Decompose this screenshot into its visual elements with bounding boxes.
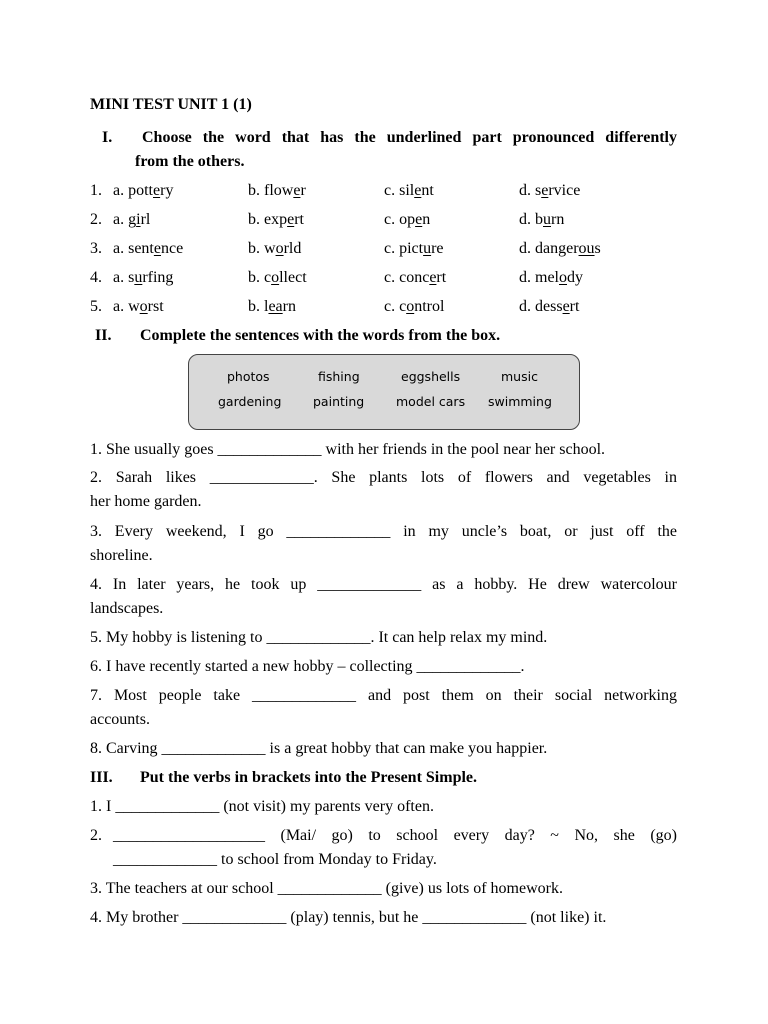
underlined-letters: e — [414, 182, 422, 199]
section-3-numeral: III. — [90, 769, 113, 786]
option-text: rfing — [142, 269, 174, 286]
underlined-letters: o — [559, 269, 567, 286]
answer-option — [519, 181, 580, 201]
option-text: r — [300, 182, 306, 199]
answer-option — [248, 268, 307, 288]
option-text: ntrol — [414, 298, 445, 315]
underlined-letters: e — [429, 269, 437, 286]
fill-question-5: 5. My hobby is listening to _____________. It can help relax my mind. — [90, 629, 548, 646]
option-text: s — [594, 240, 601, 257]
section-3-title: Put the verbs in brackets into the Present Simple. — [140, 769, 478, 786]
answer-option — [113, 210, 150, 230]
fill-question-7-cont: accounts. — [90, 711, 150, 728]
underlined-letters: o — [406, 298, 415, 315]
option-text: rn — [551, 211, 565, 228]
option-text: rl — [140, 211, 151, 228]
option-text: c. c — [384, 298, 407, 315]
section-1-numeral: I. — [102, 129, 113, 146]
word-box-item: swimming — [488, 394, 552, 409]
option-text: n — [422, 211, 431, 228]
option-text: b. c — [248, 269, 272, 286]
verb-question-2-cont: _____________ to school from Monday to Friday. — [113, 851, 437, 868]
question-number: 5. — [90, 298, 102, 315]
verb-question-2: ___________________ (Mai/ go) to school every day? ~ No, she (go) — [113, 827, 677, 844]
verb-question-2-num: 2. — [90, 827, 102, 844]
option-text: rld — [283, 240, 302, 257]
section-1-line1: Choose the word that has the underlined part pronounced differently — [142, 129, 677, 146]
underlined-letters: ou — [578, 240, 595, 257]
section-1-heading — [102, 128, 677, 148]
option-text: c. sil — [384, 182, 415, 199]
answer-option — [113, 239, 183, 259]
answer-option — [248, 181, 306, 201]
option-text: a. g — [113, 211, 137, 228]
option-text: rn — [282, 298, 296, 315]
option-text: rvice — [548, 182, 581, 199]
word-box-item: eggshells — [401, 369, 461, 384]
question-number: 3. — [90, 240, 102, 257]
answer-option — [248, 239, 301, 259]
answer-option — [384, 268, 446, 288]
fill-question-3: 3. Every weekend, I go _____________ in my uncle’s boat, or just off the — [90, 523, 677, 540]
fill-question-1: 1. She usually goes _____________ with her friends in the pool near her school. — [90, 441, 606, 458]
option-text: b. l — [248, 298, 269, 315]
answer-option — [248, 210, 304, 230]
option-text: nt — [421, 182, 434, 199]
underlined-letters: u — [543, 211, 551, 228]
option-text: a. pott — [113, 182, 153, 199]
question-number: 4. — [90, 269, 102, 286]
answer-option — [384, 181, 434, 201]
underlined-letters: o — [139, 298, 148, 315]
option-text: b. w — [248, 240, 276, 257]
fill-question-8: 8. Carving _____________ is a great hobby that can make you happier. — [90, 740, 548, 757]
fill-question-2-cont: her home garden. — [90, 493, 202, 510]
option-text: d. s — [519, 182, 542, 199]
fill-question-4: 4. In later years, he took up _____________ as a hobby. He drew watercolour — [90, 576, 677, 593]
answer-option — [113, 297, 164, 317]
option-text: d. dess — [519, 298, 563, 315]
word-box — [188, 354, 580, 430]
question-number: 2. — [90, 211, 102, 228]
option-text: ry — [160, 182, 174, 199]
answer-option — [384, 297, 444, 317]
section-2-numeral: II. — [95, 327, 112, 344]
fill-question-6: 6. I have recently started a new hobby – collecting _____________. — [90, 658, 525, 675]
option-text: a. s — [113, 269, 135, 286]
verb-question-4: 4. My brother _____________ (play) tennis, but he _____________ (not like) it. — [90, 909, 607, 926]
option-text: re — [431, 240, 444, 257]
option-text: c. op — [384, 211, 416, 228]
option-text: b. exp — [248, 211, 288, 228]
section-2-heading — [95, 326, 501, 346]
option-text: dy — [567, 269, 583, 286]
word-box-item: model cars — [396, 394, 466, 409]
underlined-letters: e — [287, 211, 295, 228]
underlined-letters: e — [541, 182, 549, 199]
option-text: a. w — [113, 298, 140, 315]
answer-option — [248, 297, 296, 317]
option-text: rt — [436, 269, 447, 286]
underlined-letters: e — [153, 240, 161, 257]
answer-option — [384, 239, 444, 259]
word-box-item: music — [501, 369, 538, 384]
answer-option — [519, 210, 564, 230]
fill-question-7: 7. Most people take _____________ and post them on their social networking — [90, 687, 677, 704]
underlined-letters: ea — [268, 298, 283, 315]
verb-question-3: 3. The teachers at our school _____________ (give) us lots of homework. — [90, 880, 563, 897]
answer-option — [384, 210, 430, 230]
underlined-letters: e — [562, 298, 570, 315]
fill-question-3-cont: shoreline. — [90, 547, 153, 564]
question-number: 1. — [90, 182, 102, 199]
answer-option — [519, 297, 579, 317]
underlined-letters: o — [275, 240, 284, 257]
verb-question-1: 1. I _____________ (not visit) my parents very often. — [90, 798, 434, 815]
section-3-heading — [90, 768, 478, 788]
option-text: rt — [294, 211, 304, 228]
answer-option — [519, 239, 601, 259]
option-text: d. b — [519, 211, 543, 228]
word-box-item: photos — [227, 369, 270, 384]
option-text: llect — [279, 269, 307, 286]
option-text: a. sent — [113, 240, 154, 257]
underlined-letters: e — [415, 211, 423, 228]
underlined-letters: u — [423, 240, 432, 257]
answer-option — [113, 268, 173, 288]
option-text: nce — [160, 240, 184, 257]
page-title: MINI TEST UNIT 1 (1) — [90, 96, 252, 113]
underlined-letters: e — [153, 182, 161, 199]
section-1-line2: from the others. — [135, 153, 245, 170]
option-text: c. conc — [384, 269, 430, 286]
underlined-letters: o — [271, 269, 280, 286]
option-text: b. flow — [248, 182, 294, 199]
option-text: d. danger — [519, 240, 579, 257]
answer-option — [519, 268, 583, 288]
section-2-title: Complete the sentences with the words from the box. — [140, 327, 501, 344]
option-text: rt — [569, 298, 580, 315]
fill-question-2: 2. Sarah likes _____________. She plants lots of flowers and vegetables in — [90, 469, 677, 486]
option-text: d. mel — [519, 269, 559, 286]
word-box-item: fishing — [318, 369, 360, 384]
answer-option — [113, 181, 173, 201]
underlined-letters: i — [136, 211, 141, 228]
option-text: c. pict — [384, 240, 424, 257]
underlined-letters: u — [134, 269, 143, 286]
word-box-item: gardening — [218, 394, 282, 409]
word-box-item: painting — [313, 394, 365, 409]
option-text: rst — [147, 298, 164, 315]
underlined-letters: e — [293, 182, 301, 199]
fill-question-4-cont: landscapes. — [90, 600, 164, 617]
